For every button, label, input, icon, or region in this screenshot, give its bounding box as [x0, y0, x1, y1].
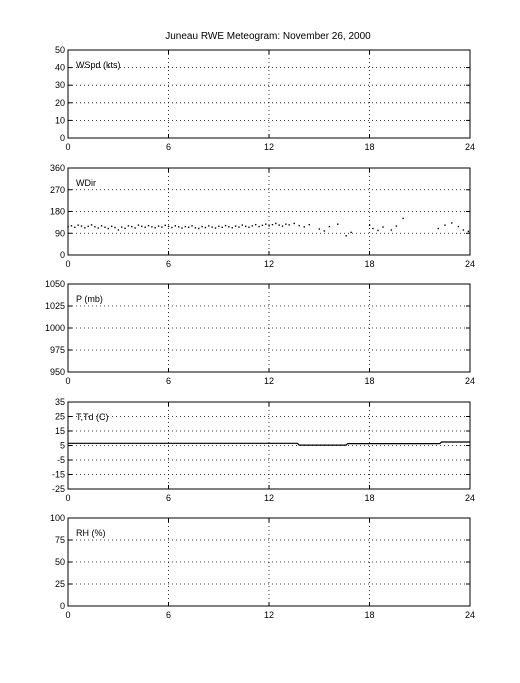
data-point [285, 223, 286, 224]
x-tick-label: 18 [364, 259, 375, 269]
chart-title: Juneau RWE Meteogram: November 26, 2000 [165, 31, 371, 42]
data-point [345, 235, 346, 236]
data-point [377, 230, 378, 231]
data-point [235, 225, 236, 226]
y-tick-label: 950 [49, 367, 65, 377]
data-point [108, 228, 109, 229]
data-point [138, 224, 139, 225]
y-tick-label: 100 [49, 513, 65, 523]
data-point [118, 229, 119, 230]
data-point [275, 223, 276, 224]
x-tick-label: 6 [165, 610, 172, 620]
data-point [451, 222, 452, 223]
panel-ylabel: T,Td (C) [76, 412, 109, 422]
data-point [402, 218, 403, 219]
data-point [262, 225, 263, 226]
data-point [215, 227, 216, 228]
x-tick-label: 0 [65, 142, 71, 152]
x-tick-label: 18 [364, 142, 375, 152]
data-point [468, 231, 469, 232]
data-point [171, 227, 172, 228]
data-point [225, 225, 226, 226]
x-tick-label: 0 [65, 376, 71, 386]
panel-ylabel: RH (%) [76, 528, 106, 538]
x-tick-label: 0 [65, 259, 71, 269]
panel-ylabel: WSpd (kts) [76, 60, 121, 70]
data-point [104, 227, 105, 228]
data-point [228, 226, 229, 227]
data-point [278, 224, 279, 225]
data-point [396, 225, 397, 226]
x-tick-label: 24 [464, 142, 476, 152]
data-point [178, 226, 179, 227]
x-tick-label: 18 [364, 610, 375, 620]
data-point [299, 225, 300, 226]
y-tick-label: 360 [49, 163, 65, 173]
data-point [67, 226, 68, 227]
y-tick-label: 1000 [44, 323, 65, 333]
data-point [121, 226, 122, 227]
x-tick-label: 24 [464, 259, 476, 269]
data-point [98, 227, 99, 228]
y-tick-label: 75 [54, 535, 65, 545]
y-tick-label: 25 [54, 411, 65, 422]
data-point [248, 227, 249, 228]
x-tick-label: 24 [464, 376, 476, 386]
data-point [282, 225, 283, 226]
panel-1 [55, 45, 475, 152]
data-point [463, 229, 464, 230]
y-tick-label: 25 [54, 579, 65, 589]
data-point [71, 225, 72, 226]
panel-ylabel: WDir [76, 178, 96, 188]
data-point [144, 227, 145, 228]
x-tick-label: 12 [263, 259, 275, 269]
x-tick-label: 0 [65, 610, 71, 620]
data-point [265, 223, 266, 224]
data-point [101, 225, 102, 226]
y-tick-label: 90 [54, 228, 65, 239]
data-point [391, 229, 392, 230]
x-tick-label: 12 [263, 142, 275, 152]
data-point [77, 224, 78, 225]
x-tick-label: 12 [263, 493, 275, 503]
data-point [195, 227, 196, 228]
data-point [81, 225, 82, 226]
x-tick-label: 6 [165, 259, 172, 269]
y-tick-label: 30 [54, 80, 65, 91]
x-tick-label: 6 [165, 376, 172, 386]
data-point [148, 225, 149, 226]
data-point [114, 227, 115, 228]
y-tick-label: 35 [54, 397, 65, 407]
data-point [131, 226, 132, 227]
data-point [128, 225, 129, 226]
data-point [268, 225, 269, 226]
x-tick-label: 12 [263, 376, 275, 386]
data-point [337, 223, 338, 224]
x-tick-label: 6 [165, 493, 172, 503]
data-point [238, 226, 239, 227]
data-point [88, 226, 89, 227]
data-point [319, 228, 320, 229]
data-point [74, 227, 75, 228]
data-point [188, 227, 189, 228]
data-point [141, 226, 142, 227]
y-tick-label: 20 [54, 97, 65, 108]
y-tick-label: -5 [56, 455, 65, 465]
data-point [438, 228, 439, 229]
data-point [222, 227, 223, 228]
y-tick-label: 975 [49, 345, 65, 355]
y-tick-label: 270 [49, 184, 65, 195]
data-point [309, 224, 310, 225]
y-tick-label: 10 [54, 115, 65, 126]
x-tick-label: 6 [165, 142, 172, 152]
data-point [134, 227, 135, 228]
data-point [444, 224, 445, 225]
data-point [111, 226, 112, 227]
data-point [242, 224, 243, 225]
data-point [255, 224, 256, 225]
y-tick-label: 0 [59, 601, 65, 611]
data-point [185, 226, 186, 227]
panel-3 [45, 279, 475, 386]
data-point [168, 226, 169, 227]
panel-ylabel: P (mb) [76, 294, 103, 304]
y-tick-label: -25 [51, 484, 65, 494]
data-point [198, 228, 199, 229]
data-point [158, 225, 159, 226]
data-point [329, 226, 330, 227]
data-point [324, 230, 325, 231]
data-point [245, 226, 246, 227]
data-point [191, 225, 192, 226]
data-point [155, 227, 156, 228]
y-tick-label: 180 [49, 206, 65, 217]
y-tick-label: 50 [54, 557, 65, 567]
data-point [208, 225, 209, 226]
panel-2 [50, 163, 475, 269]
data-point [124, 228, 125, 229]
x-tick-label: 18 [364, 493, 375, 503]
x-tick-label: 18 [364, 376, 375, 386]
x-tick-label: 24 [464, 493, 476, 503]
data-point [272, 224, 273, 225]
y-tick-label: 1050 [44, 279, 65, 289]
data-point [94, 226, 95, 227]
y-tick-label: 15 [54, 426, 65, 436]
y-tick-label: 50 [54, 45, 65, 55]
data-point [294, 223, 295, 224]
data-point [218, 226, 219, 227]
data-point [181, 227, 182, 228]
data-point [161, 226, 162, 227]
panel-4 [52, 397, 475, 503]
data-point [84, 227, 85, 228]
data-point [91, 224, 92, 225]
data-point [205, 227, 206, 228]
data-point [258, 226, 259, 227]
data-point [252, 225, 253, 226]
y-tick-label: 40 [54, 62, 65, 73]
data-point [289, 224, 290, 225]
data-point [165, 225, 166, 226]
panel-5 [50, 513, 475, 620]
data-point [372, 228, 373, 229]
y-tick-label: 1025 [44, 301, 65, 311]
data-point [175, 225, 176, 226]
y-tick-label: -15 [51, 469, 65, 480]
x-tick-label: 0 [65, 493, 71, 503]
data-point [304, 226, 305, 227]
data-point [211, 226, 212, 227]
data-point [151, 226, 152, 227]
data-point [350, 232, 351, 233]
y-tick-label: 0 [59, 250, 65, 260]
y-tick-label: 0 [59, 133, 65, 143]
data-point [382, 226, 383, 227]
y-tick-label: 5 [59, 440, 65, 451]
data-point [201, 226, 202, 227]
data-point [369, 224, 370, 225]
data-point [458, 226, 459, 227]
x-tick-label: 12 [263, 610, 275, 620]
x-tick-label: 24 [464, 610, 476, 620]
data-point [232, 227, 233, 228]
